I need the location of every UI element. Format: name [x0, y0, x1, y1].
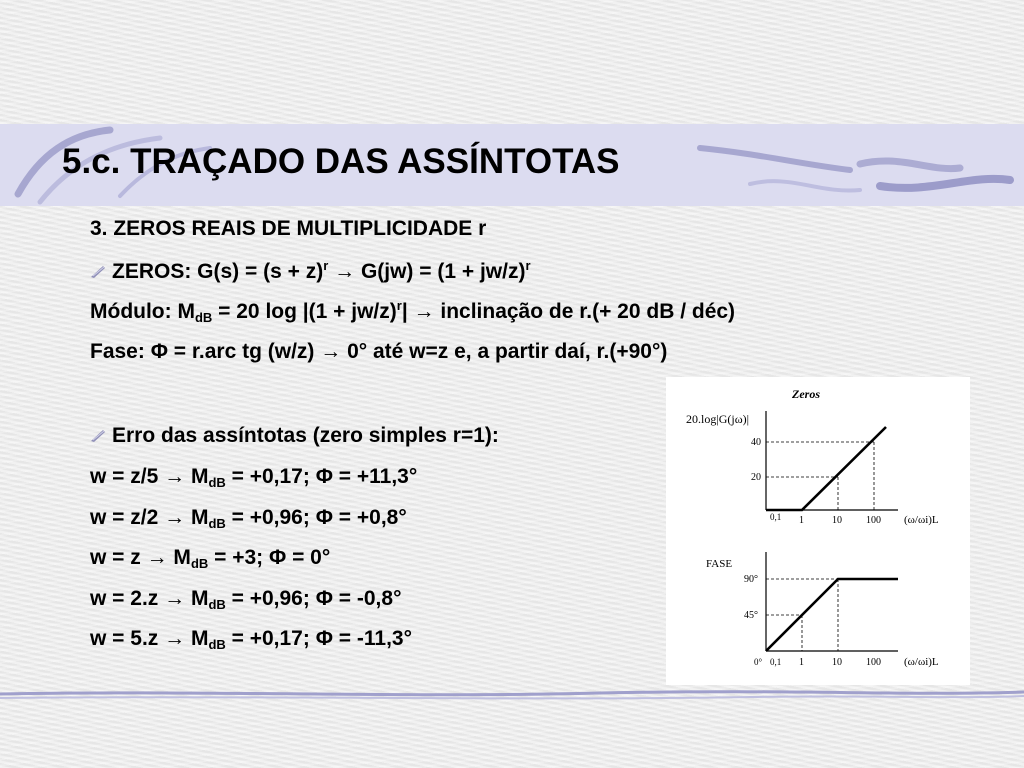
modulo-prefix: Módulo: M: [90, 300, 195, 323]
phi-symbol: Φ: [150, 340, 168, 363]
phase-xtick-10: 10: [832, 657, 842, 668]
error-end: = -11,3°: [332, 627, 412, 650]
phase-xtick-0-1: 0,1: [770, 657, 782, 667]
section-heading: 3. ZEROS REAIS DE MULTIPLICIDADE r: [90, 217, 487, 240]
phi-symbol: Φ: [315, 587, 333, 610]
phase-ytick-90: 90°: [744, 574, 758, 585]
error-w: w = 5.z → M: [90, 627, 209, 650]
error-row: [90, 587, 401, 612]
mag-xtick-1: 1: [799, 515, 804, 526]
zeros-sup1: r: [323, 258, 329, 273]
phase-asymptote: [766, 579, 898, 651]
bode-figure: [666, 377, 970, 685]
zeros-sup2: r: [525, 258, 531, 273]
fase-prefix: Fase:: [90, 340, 151, 363]
error-sub: dB: [208, 516, 226, 531]
pen-bullet-icon: [90, 424, 106, 448]
mag-ytick-20: 20: [751, 472, 761, 483]
error-sub: dB: [208, 637, 226, 652]
erro-heading: [90, 424, 499, 448]
slide-title: 5.c. TRAÇADO DAS ASSÍNTOTAS: [62, 142, 620, 181]
mag-xlabel: (ω/ωi)L: [904, 514, 939, 526]
modulo-mid: = 20 log |(1 + jw/z): [212, 300, 397, 323]
bode-plots: [666, 377, 970, 685]
modulo-sup: r: [396, 298, 402, 313]
mag-ytick-40: 40: [751, 437, 761, 448]
modulo-sub: dB: [194, 310, 213, 325]
error-row: [90, 506, 407, 531]
error-sub: dB: [208, 597, 226, 612]
error-row: [90, 546, 330, 571]
error-mid: = +0,17;: [225, 627, 316, 650]
phi-symbol: Φ: [315, 465, 333, 488]
erro-heading-text: Erro das assíntotas (zero simples r=1):: [112, 424, 499, 447]
error-end: = +11,3°: [332, 465, 418, 488]
fase-line: [90, 340, 667, 364]
mag-title: Zeros: [792, 387, 820, 401]
error-end: = 0°: [286, 546, 331, 569]
modulo-end: | → inclinação de r.(+ 20 dB / déc): [401, 300, 736, 323]
zeros-line: [90, 258, 531, 284]
phi-symbol: Φ: [315, 627, 333, 650]
error-w: w = z → M: [90, 546, 191, 569]
zeros-arrow: →: [328, 260, 361, 283]
mag-ylabel: 20.log|G(jω)|: [686, 412, 750, 426]
error-row: [90, 465, 417, 490]
mag-asymptote: [766, 427, 886, 510]
bottom-divider: [0, 686, 1024, 706]
error-mid: = +0,96;: [225, 587, 316, 610]
phase-xtick-1: 1: [799, 657, 804, 668]
phase-ytick-45: 45°: [744, 610, 758, 621]
error-w: w = z/2 → M: [90, 506, 209, 529]
pen-bullet-icon: [90, 260, 106, 284]
phase-xtick-100: 100: [866, 657, 881, 668]
error-sub: dB: [190, 556, 209, 571]
mag-xtick-100: 100: [866, 515, 881, 526]
phase-xtick-origin: 0°: [754, 657, 763, 667]
fase-end: = r.arc tg (w/z) → 0° até w=z e, a partir daí, r.(+90°): [167, 340, 668, 363]
error-mid: = +0,17;: [225, 465, 316, 488]
error-w: w = 2.z → M: [90, 587, 209, 610]
error-sub: dB: [208, 475, 226, 490]
error-w: w = z/5 → M: [90, 465, 209, 488]
error-mid: = +0,96;: [225, 506, 316, 529]
error-end: = -0,8°: [332, 587, 402, 610]
phase-xlabel: (ω/ωi)L: [904, 656, 939, 668]
error-row: [90, 627, 412, 652]
phase-title: FASE: [706, 558, 733, 570]
mag-xtick-0-1: 0,1: [770, 512, 782, 522]
error-mid: = +3;: [208, 546, 269, 569]
modulo-line: [90, 298, 735, 325]
zeros-prefix: ZEROS: G(s) = (s + z): [112, 260, 324, 283]
phi-symbol: Φ: [315, 506, 333, 529]
mag-xtick-10: 10: [832, 515, 842, 526]
error-end: = +0,8°: [332, 506, 407, 529]
zeros-mid: G(jw) = (1 + jw/z): [360, 260, 526, 283]
phi-symbol: Φ: [268, 546, 287, 569]
